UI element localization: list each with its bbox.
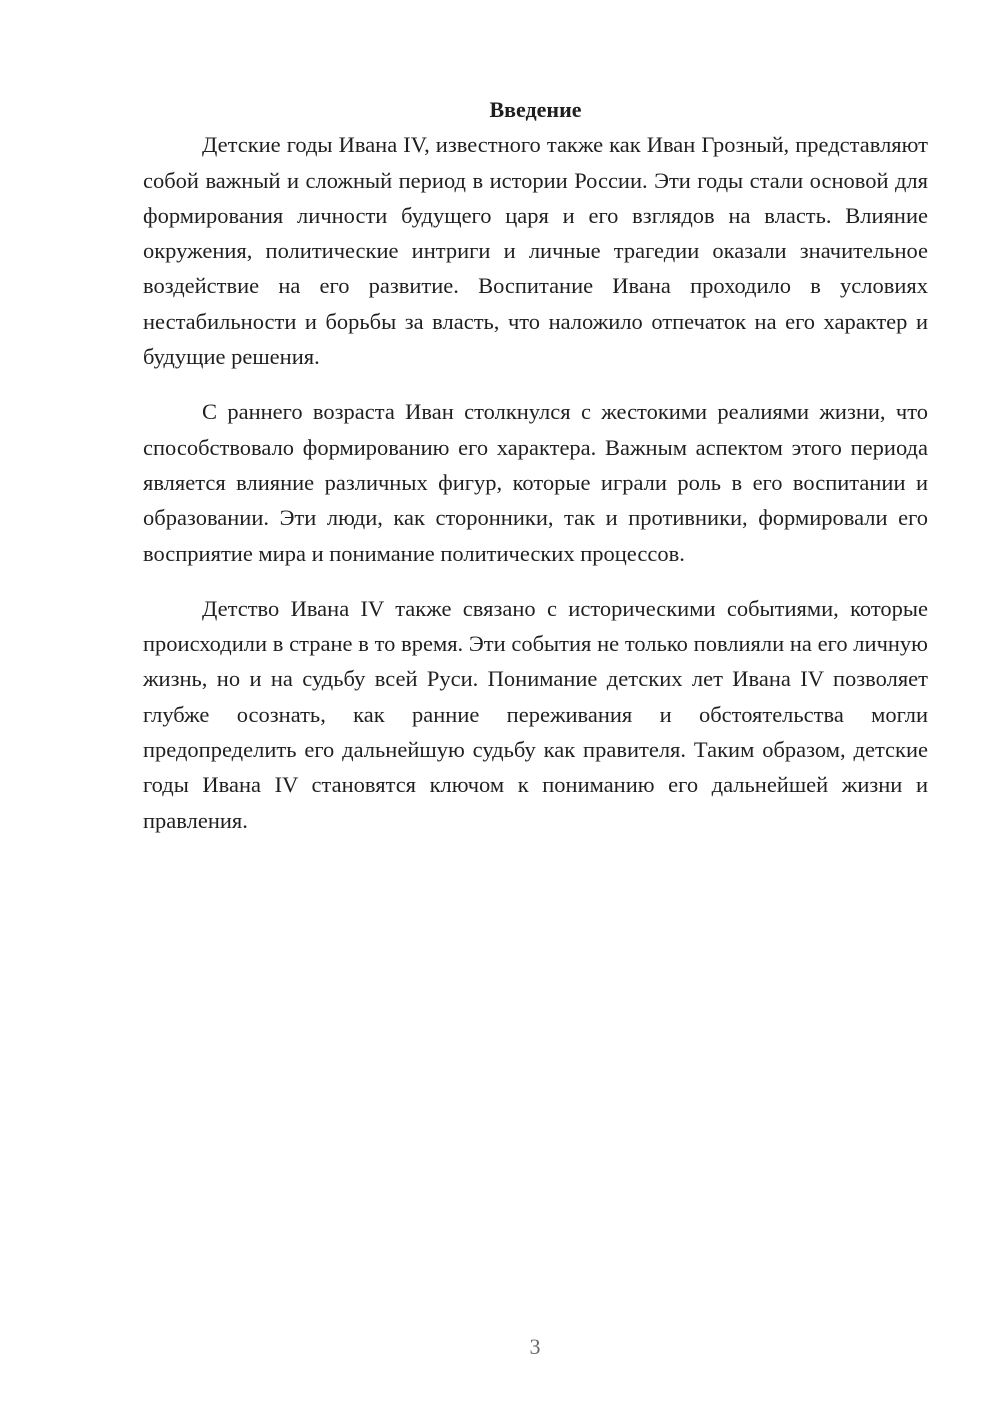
paragraph-3: Детство Ивана IV также связано с историческими событиями, которые происходили в стране в то время. Эти события не только повлияли на его личную жизнь, но и на судьбу всей Руси. Понимание детских лет Ивана IV позволяет глубже осознать, как ранние переживания и обстоятельства могли предопределить его дальнейшую судьбу как правителя. Таким образом, детские годы Ивана IV становятся ключом к пониманию его дальнейшей жизни и правления. [143, 595, 928, 833]
page-content [143, 92, 928, 838]
paragraph-1: Детские годы Ивана IV, известного также как Иван Грозный, представляют собой важный и сложный период в истории России. Эти годы стали основой для формирования личности будущего царя и его взглядов на власть. Влияние окружения, политические интриги и личные трагедии оказали значительное воздействие на его развитие. Воспитание Ивана проходило в условиях нестабильности и борьбы за власть, что наложило отпечаток на его характер и будущие решения. [143, 132, 928, 370]
page-number: 3 [529, 1334, 541, 1359]
section-title: Введение [489, 97, 582, 122]
paragraph-2: С раннего возраста Иван столкнулся с жестокими реалиями жизни, что способствовало формированию его характера. Важным аспектом этого периода является влияние различных фигур, которые играли роль в его воспитании и образовании. Эти люди, как сторонники, так и противники, формировали его восприятие мира и понимание политических процессов. [143, 399, 928, 566]
